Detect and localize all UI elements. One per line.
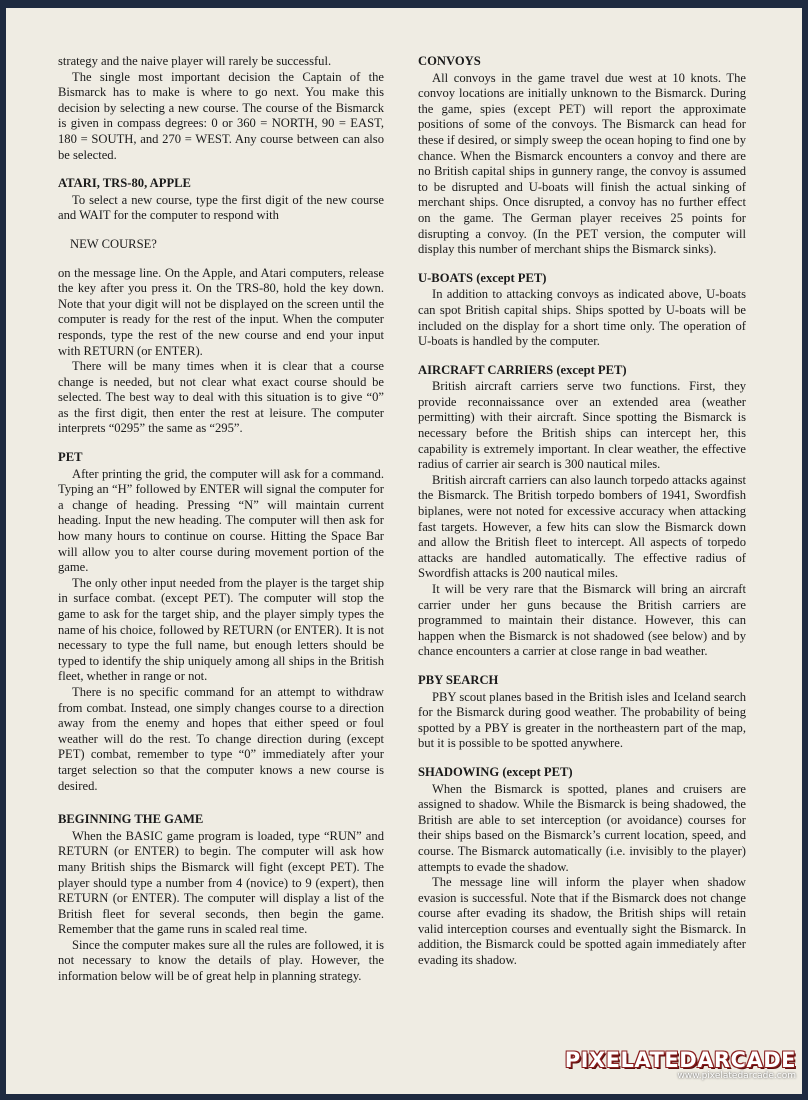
section-heading-shadowing: SHADOWING (except PET) (418, 764, 573, 779)
section-heading-carriers: AIRCRAFT CARRIERS (except PET) (418, 362, 627, 377)
manual-page (6, 8, 802, 1094)
section-heading-pby: PBY SEARCH (418, 672, 499, 687)
paragraph: The only other input needed from the player is the target ship in surface combat. (except PET). The computer will stop the game to ask for the target ship, and the player simply types the name of his choice, followed by RETURN (or ENTER). It is not necessary to type the full name, but enough letters should be typed to identify the ship uniquely among all ships in the British fleet, whether in range or not. (58, 575, 384, 684)
paragraph: There will be many times when it is clear that a course change is needed, but not clear what exact course should be selected. The best way to deal with this situation is to give “0” as the first digit, then enter the rest at leisure. The computer interprets “0295” the same as “295”. (58, 359, 384, 436)
paragraph: After printing the grid, the computer will ask for a command. Typing an “H” followed by ENTER will signal the computer for a change of heading. Pressing “N” will maintain current heading. Input the new heading. The computer will then ask for how many hours to continue on course. Hitting the Space Bar will allow you to alter course during movement portion of the game. (58, 466, 384, 575)
section-heading-pet: PET (58, 450, 83, 465)
section-heading-uboats: U-BOATS (except PET) (418, 270, 547, 285)
paragraph: on the message line. On the Apple, and Atari computers, release the key after you press it. On the TRS-80, hold the key down. Note that your digit will not be displayed on the screen until the computer is ready for the rest of the input. When the computer responds, type the rest of the new course and end your input with RETURN (or ENTER). (58, 265, 384, 358)
paragraph: The message line will inform the player when shadow evasion is successful. Note that if the Bismarck does not change course after evading its shadow, the British ships will retain valid interception courses and eventually sight the Bismarck. In addition, the Bismarck could be spotted again immediately after evading its shadow. (418, 875, 746, 968)
paragraph: strategy and the naive player will rarely be successful. (58, 54, 332, 68)
section-heading-beginning: BEGINNING THE GAME (58, 812, 204, 827)
section-heading-convoys: CONVOYS (418, 54, 481, 68)
right-column (418, 54, 746, 969)
left-column (58, 54, 384, 985)
paragraph: British aircraft carriers serve two functions. First, they provide reconnaissance over an extended area (weather permitting) with their aircraft. Since spotting the Bismarck is necessary before the British ships can intercept her, this capability is extremely important. In clear weather, the effective radius of carrier air search is 300 nautical miles. (418, 379, 746, 472)
paragraph: Since the computer makes sure all the rules are followed, it is not necessary to know the details of play. However, the information below will be of great help in planning strategy. (58, 937, 384, 984)
new-course-prompt: NEW COURSE? (70, 236, 157, 251)
paragraph: It will be very rare that the Bismarck will bring an aircraft carrier under her guns because the British carriers are programmed to maintain their distance. However, this can happen when the Bismarck is not shadowed (see below) and by chance encounters a carrier at close range in bad weather. (418, 582, 746, 659)
watermark (565, 1049, 796, 1082)
paragraph: British aircraft carriers can also launch torpedo attacks against the Bismarck. The British torpedo bombers of 1941, Swordfish biplanes, were not noted for excessive accuracy when attacking fast targets. However, a few hits can slow the Bismarck down and allow the British fleet to intercept. All aspects of torpedo attacks are handled automatically. The effective radius of Swordfish attacks is 200 nautical miles. (418, 472, 747, 581)
watermark-url: www.pixelatedarcade.com (677, 1071, 796, 1081)
paragraph: To select a new course, type the first digit of the new course and WAIT for the computer to respond with (58, 192, 384, 223)
paragraph: When the Bismarck is spotted, planes and cruisers are assigned to shadow. While the Bismarck is being shadowed, the British are able to set interception (or avoidance) courses for their ships based on the Bismarck’s current location, speed, and course. The Bismarck automatically (i.e. invisibly to the player) attempts to evade the shadow. (418, 781, 746, 874)
paragraph: All convoys in the game travel due west at 10 knots. The convoy locations are initially unknown to the Bismarck. During the game, spies (except PET) will report the approximate positions of some of the convoys. The Bismarck can head for these if desired, or simply sweep the ocean hoping to find one by chance. When the Bismarck encounters a convoy and there are no British capital ships in gunnery range, the convoy is assumed to be disrupted and U-boats will finish the actual sinking of merchant ships. Once disrupted, a convoy has no further effect on the game. The German player receives 25 points for disrupting a convoy. (In the PET version, the computer will display this number of merchant ships the Bismarck sinks). (418, 70, 746, 257)
section-heading-atari: ATARI, TRS-80, APPLE (58, 176, 191, 191)
paragraph: The single most important decision the Captain of the Bismarck has to make is where to go next. You make this decision by selecting a new course. The course of the Bismarck is given in compass degrees: 0 or 360 = NORTH, 90 = EAST, 180 = SOUTH, and 270 = WEST. Any course between can also be selected. (58, 69, 384, 162)
watermark-logo: PIXELATEDARCADE (564, 1048, 796, 1072)
paragraph: In addition to attacking convoys as indicated above, U-boats can spot British capital ships. Ships spotted by U-boats will be included on the display for a short time only. The operation of U-boats is handled by the computer. (418, 287, 746, 349)
paragraph: PBY scout planes based in the British isles and Iceland search for the Bismarck during good weather. The probability of being spotted by a PBY is greater in the northeastern part of the map, but it is possible to be spotted anywhere. (418, 689, 746, 751)
paragraph: When the BASIC game program is loaded, type “RUN” and RETURN (or ENTER) to begin. The computer will ask how many British ships the Bismarck will fight (except PET). The player should type a number from 4 (novice) to 9 (expert), then RETURN (or ENTER). The computer will display a list of the British fleet for several seconds, then begin the game. Remember that the game runs in scaled real time. (58, 828, 384, 937)
paragraph: There is no specific command for an attempt to withdraw from combat. Instead, one simply changes course to a direction away from the enemy and hopes that either speed or foul weather will do the rest. To change direction during (except PET) combat, remember to type “0” immediately after your target selection so that the computer knows a new course is desired. (58, 684, 384, 793)
